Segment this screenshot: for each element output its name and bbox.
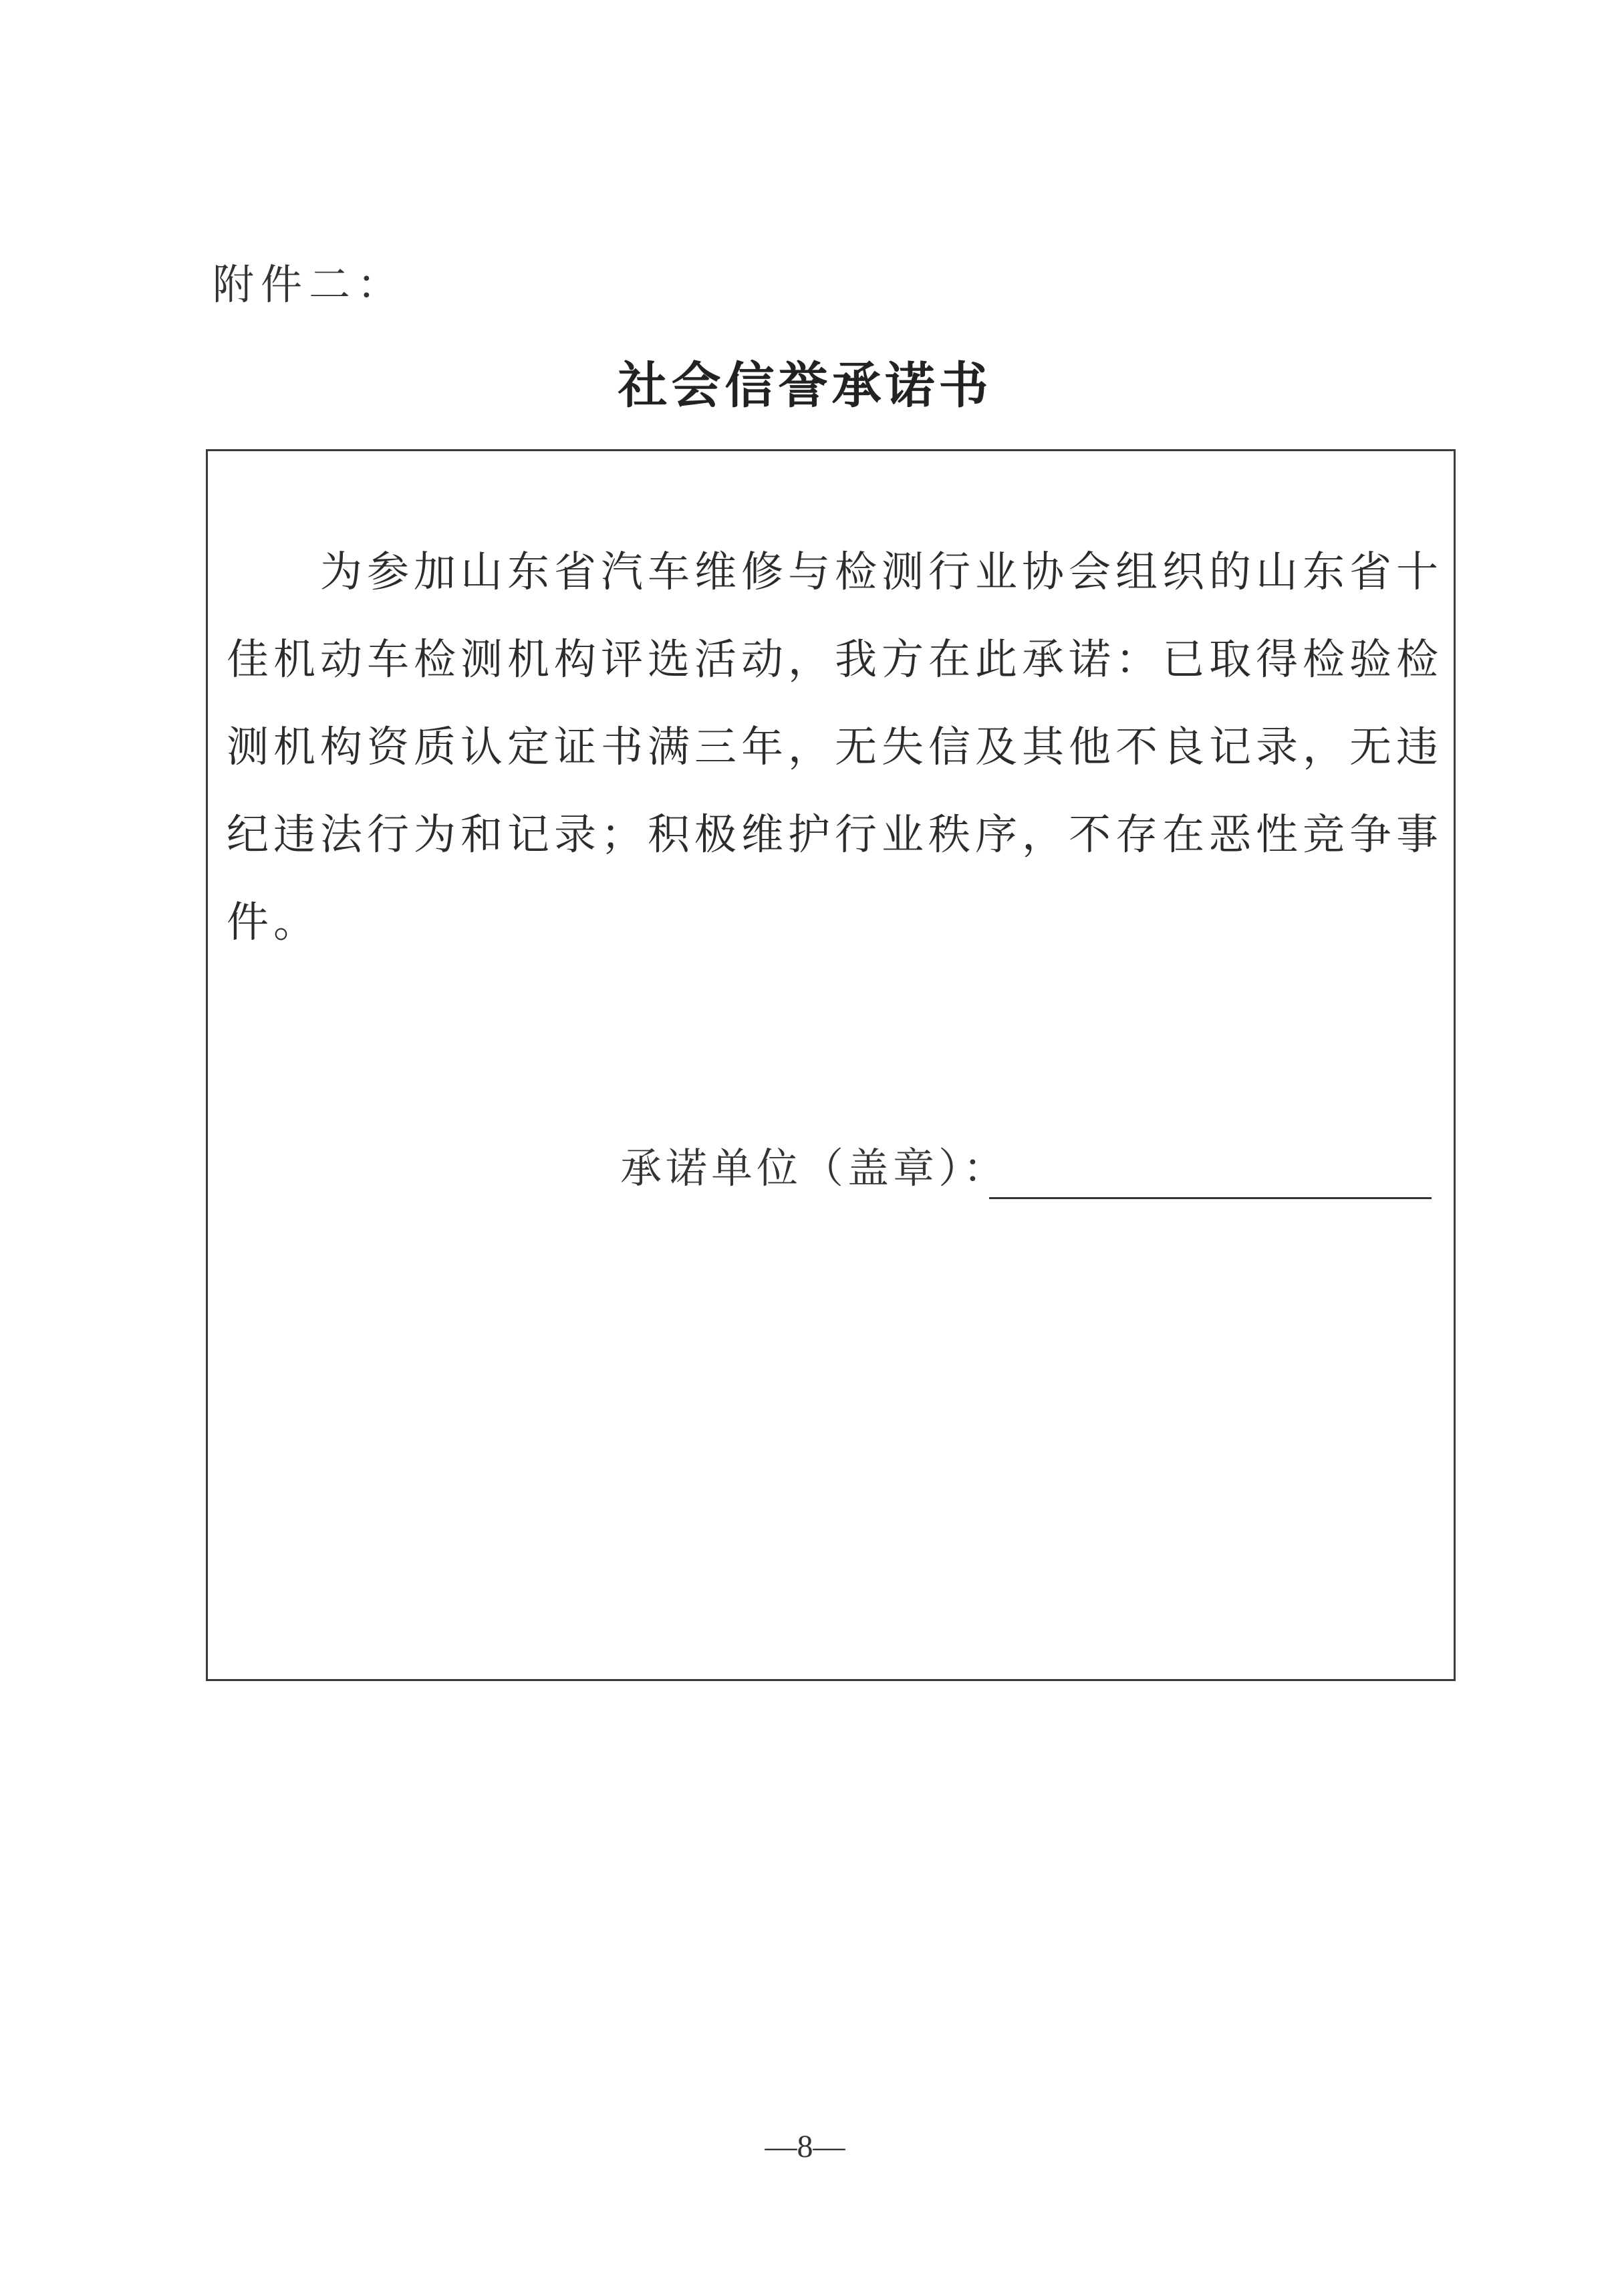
signature-row	[620, 1140, 1449, 1200]
signature-label: 承诺单位（盖章）：	[620, 1144, 1009, 1192]
commitment-body-text: 为参加山东省汽车维修与检测行业协会组织的山东省十佳机动车检测机构评选活动，我方在此承诺：已取得检验检测机构资质认定证书满三年，无失信及其他不良记录，无违纪违法行为和记录；积极维护行业秩序，不存在恶性竞争事件。	[227, 547, 1443, 946]
commitment-frame	[206, 449, 1456, 1681]
page-number: —8—	[765, 2129, 845, 2164]
signature-line	[989, 1197, 1432, 1199]
document-title: 社会信誉承诺书	[618, 357, 992, 414]
attachment-label: 附件二：	[213, 260, 406, 309]
